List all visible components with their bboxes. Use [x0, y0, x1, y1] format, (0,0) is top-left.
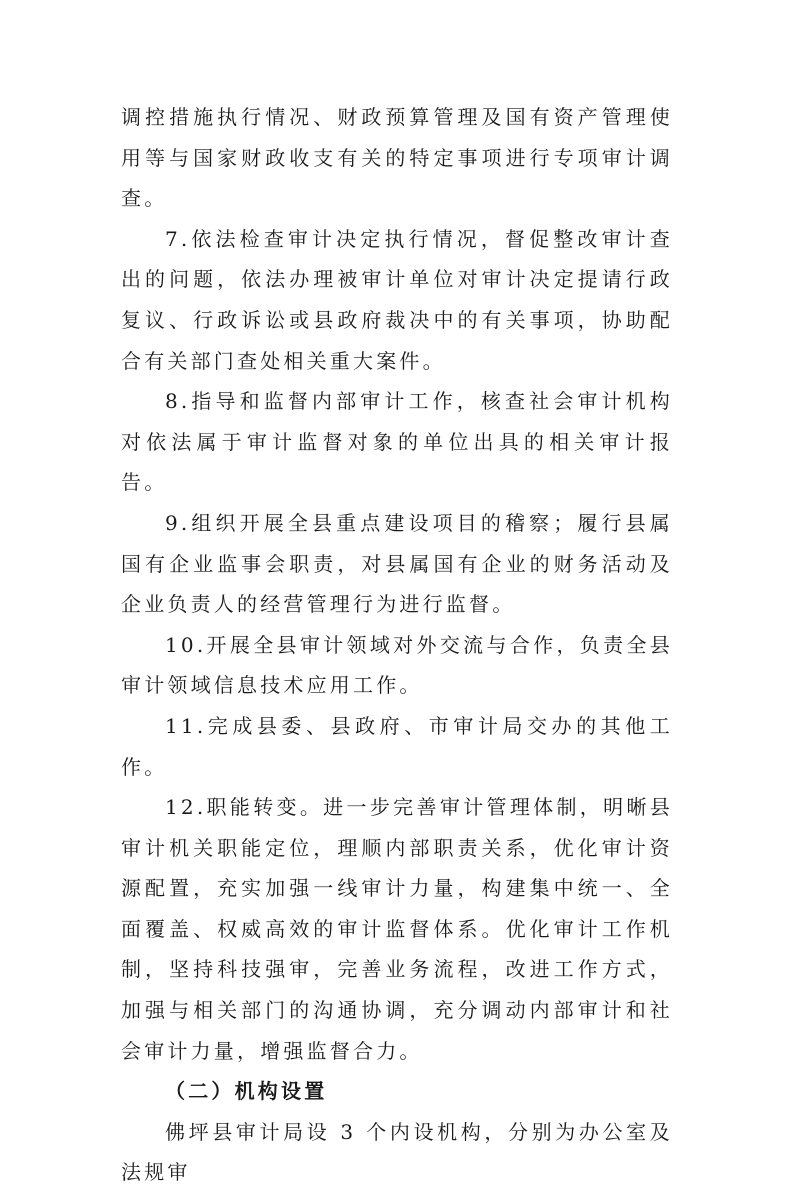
paragraph-item-7: 7.依法检查审计决定执行情况，督促整改审计查出的问题，依法办理被审计单位对审计决定提请行政复议、行政诉讼或县政府裁决中的有关事项，协助配合有关部门查处相关重大案件。	[121, 226, 673, 373]
paragraph-item-9: 9.组织开展全县重点建设项目的稽察；履行县属国有企业监事会职责，对县属国有企业的财务活动及企业负责人的经营管理行为进行监督。	[121, 510, 673, 617]
paragraph-continuation: 调控措施执行情况、财政预算管理及国有资产管理使用等与国家财政收支有关的特定事项进行专项审计调查。	[121, 105, 673, 211]
paragraph-institution-setup: 佛坪县审计局设 3 个内设机构，分别为办公室及法规审	[121, 1119, 673, 1185]
paragraph-item-11: 11.完成县委、县政府、市审计局交办的其他工作。	[121, 713, 673, 779]
paragraph-item-8: 8.指导和监督内部审计工作，核查社会审计机构对依法属于审计监督对象的单位出具的相关审计报告。	[121, 389, 673, 495]
paragraph-item-10: 10.开展全县审计领域对外交流与合作，负责全县审计领域信息技术应用工作。	[121, 632, 673, 698]
paragraph-item-12: 12.职能转变。进一步完善审计管理体制，明晰县审计机关职能定位，理顺内部职责关系，优化审计资源配置，充实加强一线审计力量，构建集中统一、全面覆盖、权威高效的审计监督体系。优化审计工作机制，坚持科技强审，完善业务流程，改进工作方式，加强与相关部门的沟通协调，充分调动内部审计和社会审计力量，增强监督合力。	[121, 795, 673, 1063]
section-heading: （二）机构设置	[165, 1079, 328, 1104]
document-body	[121, 97, 673, 1193]
